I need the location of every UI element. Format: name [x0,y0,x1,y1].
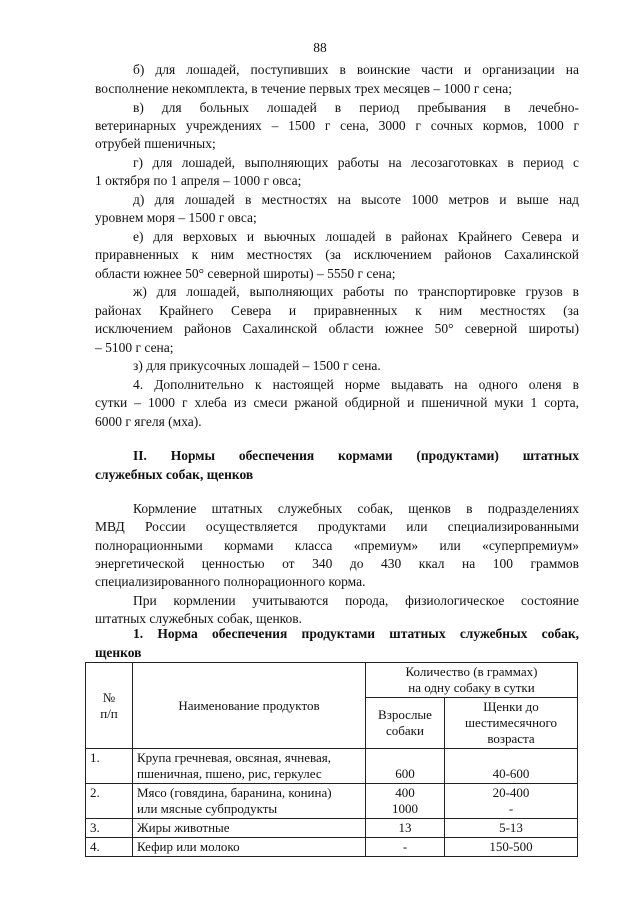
text-line: щенков [95,645,142,660]
text-line: з) для прикусочных лошадей – 1500 г сена. [133,358,381,373]
row-adult-value: - [366,838,445,857]
text-line: е) для верховых и вьючных лошадей в районах Крайнего Севера и [133,229,579,244]
row-puppy-value: 20-400 - [445,784,578,819]
product-norm-table [85,662,578,857]
header-adult-dogs: Взрослые собаки [366,698,445,749]
text-line: д) для лошадей в местностях на высоте 1000 метров и выше над [133,192,579,207]
text-line: 1. Норма обеспечения продуктами штатных служебных собак, [133,626,579,641]
row-adult-value: 400 1000 [366,784,445,819]
table-row [86,819,578,838]
row-puppy-value: 5-13 [445,819,578,838]
text-line: штатных служебных собак, щенков. [95,611,303,626]
text-line: 6000 г ягеля (мха). [95,414,202,429]
header-product-name: Наименование продуктов [133,663,366,749]
text-line: области южнее 50° северной широты) – 5550 г сена; [95,266,396,281]
text-line: служебных собак, щенков [95,467,254,482]
header-puppies: Щенки до шестимесячного возраста [445,698,578,749]
text-line: исключением районов Сахалинской области южнее 50° северной широты) [95,321,579,336]
text-line: 1 октября по 1 апреля – 1000 г овса; [95,173,302,188]
text-line: отрубей пшеничных; [95,136,216,151]
text-line: уровнем моря – 1500 г овса; [95,210,257,225]
text-line: полнорационными кормами класса «премиум» или «суперпремиум» [95,538,579,553]
row-product: Жиры животные [133,819,366,838]
header-quantity: Количество (в граммах) на одну собаку в сутки [366,663,578,698]
text-line: специализированного полнорационного корма. [95,574,366,589]
text-line: районах Крайнего Севера и приравненных к ним местностях (за [95,303,579,318]
row-num: 3. [86,819,133,838]
text-line: – 5100 г сена; [95,340,174,355]
row-product: Крупа гречневая, овсяная, ячневая, пшеничная, пшено, рис, геркулес [133,749,366,784]
row-num: 2. [86,784,133,819]
row-puppy-value: 40-600 [445,749,578,784]
row-num: 1. [86,749,133,784]
row-num: 4. [86,838,133,857]
text-line: ж) для лошадей, выполняющих работы по транспортировке грузов в [133,284,579,299]
table-row [86,838,578,857]
text-line: в) для больных лошадей в период пребывания в лечебно- [133,100,579,115]
row-product: Мясо (говядина, баранина, конина) или мясные субпродукты [133,784,366,819]
row-product: Кефир или молоко [133,838,366,857]
row-adult-value: 600 [366,749,445,784]
text-line: II. Нормы обеспечения кормами (продуктами) штатных [133,448,579,463]
text-line: Кормление штатных служебных собак, щенков в подразделениях [133,501,579,516]
header-num: № п/п [86,663,133,749]
text-line: приравненных к ним местностях (за исключением районов Сахалинской [95,247,579,262]
text-line: сутки – 1000 г хлеба из смеси ржаной обдирной и пшеничной муки 1 сорта, [95,395,579,410]
text-line: При кормлении учитываются порода, физиологическое состояние [133,593,579,608]
page-number: 88 [313,40,327,55]
table-row [86,749,578,784]
row-puppy-value: 150-500 [445,838,578,857]
text-line: МВД России осуществляется продуктами или специализированными [95,519,579,534]
table-row [86,784,578,819]
text-line: энергетической ценностью от 340 до 430 ккал на 100 граммов [95,556,579,571]
text-line: 4. Дополнительно к настоящей норме выдавать на одного оленя в [133,377,579,392]
text-line: ветеринарных учреждениях – 1500 г сена, 3000 г сочных кормов, 1000 г [95,118,579,133]
text-line: б) для лошадей, поступивших в воинские части и организации на [133,62,579,77]
table-header-row [86,663,578,698]
row-adult-value: 13 [366,819,445,838]
text-line: восполнение некомплекта, в течение первых трех месяцев – 1000 г сена; [95,81,512,96]
text-line: г) для лошадей, выполняющих работы на лесозаготовках в период с [133,155,579,170]
